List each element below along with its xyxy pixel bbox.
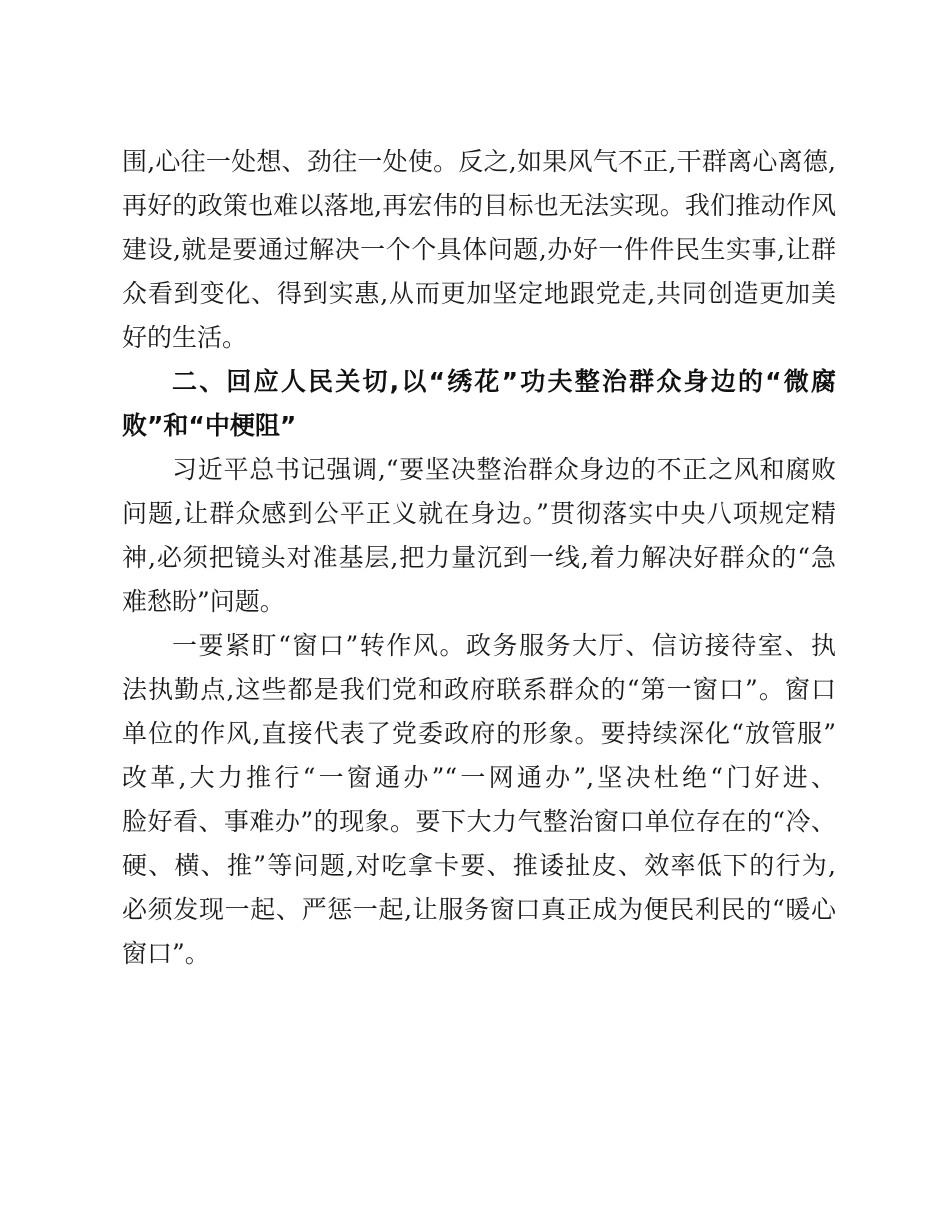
paragraph-line: 神,必须把镜头对准基层,把力量沉到一线,着力解决好群众的“急 [122, 543, 836, 572]
paragraph-line: 习近平总书记强调,“要坚决整治群众身边的不正之风和腐败 [172, 455, 836, 484]
heading-line: 败”和“中梗阻” [122, 411, 297, 440]
paragraph-line: 单位的作风,直接代表了党委政府的形象。要持续深化“放管服” [122, 719, 836, 748]
paragraph-line: 围,心往一处想、劲往一处使。反之,如果风气不正,干群离心离德, [122, 147, 836, 176]
paragraph-line: 问题,让群众感到公平正义就在身边。”贯彻落实中央八项规定精 [122, 499, 836, 528]
paragraph-quote [122, 448, 836, 624]
paragraph-continuation [122, 140, 836, 360]
paragraph-line: 硬、横、推”等问题,对吃拿卡要、推诿扯皮、效率低下的行为, [122, 851, 836, 880]
paragraph-window-style [122, 624, 836, 976]
paragraph-line: 建设,就是要通过解决一个个具体问题,办好一件件民生实事,让群 [122, 235, 836, 264]
paragraph-line: 改革,大力推行“一窗通办”“一网通办”,坚决杜绝“门好进、 [122, 763, 836, 792]
heading-line: 二、回应人民关切,以“绣花”功夫整治群众身边的“微腐 [172, 367, 836, 396]
paragraph-line: 好的生活。 [122, 323, 248, 352]
paragraph-line: 难愁盼”问题。 [122, 587, 285, 616]
paragraph-line: 脸好看、事难办”的现象。要下大力气整治窗口单位存在的“冷、 [122, 807, 836, 836]
paragraph-line: 一要紧盯“窗口”转作风。政务服务大厅、信访接待室、执 [172, 631, 836, 660]
paragraph-line: 法执勤点,这些都是我们党和政府联系群众的“第一窗口”。窗口 [122, 675, 836, 704]
paragraph-line: 众看到变化、得到实惠,从而更加坚定地跟党走,共同创造更加美 [122, 279, 836, 308]
section-heading [122, 360, 836, 448]
paragraph-line: 必须发现一起、严惩一起,让服务窗口真正成为便民利民的“暖心 [122, 895, 836, 924]
paragraph-line: 再好的政策也难以落地,再宏伟的目标也无法实现。我们推动作风 [122, 191, 836, 220]
document-body [122, 140, 836, 976]
paragraph-line: 窗口”。 [122, 939, 210, 968]
